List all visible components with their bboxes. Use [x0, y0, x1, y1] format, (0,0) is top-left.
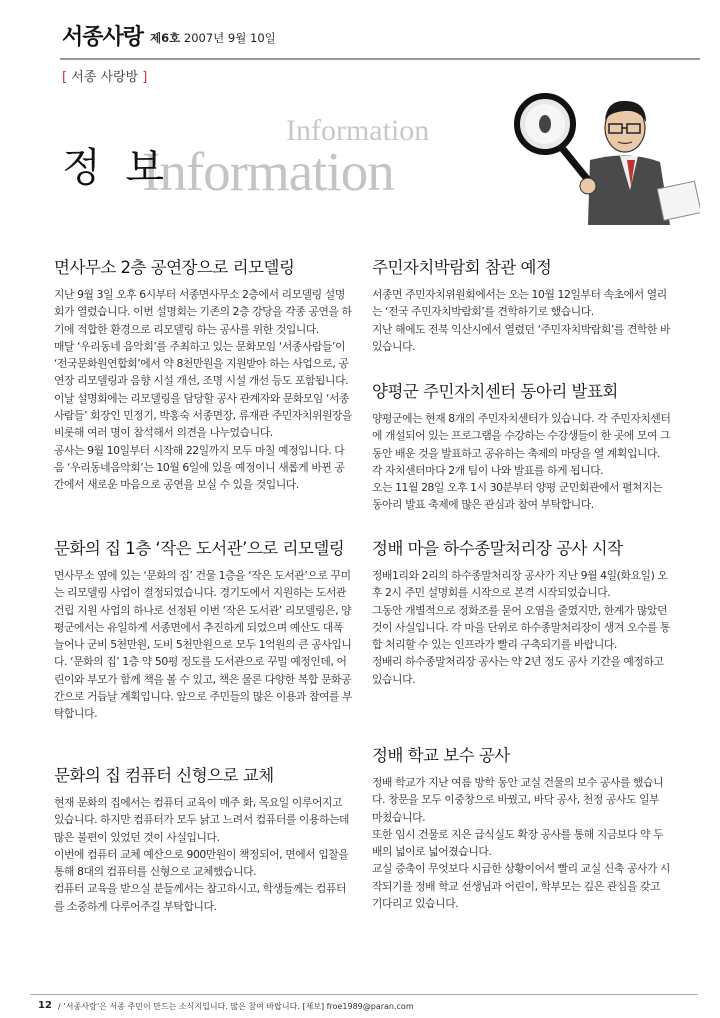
article-paragraph: 이날 설명회에는 리모델링을 담당할 공사 관계자와 문화모임 ‘서종사람들’ 회장인 민정기, 박홍숙 서종면장, 류재관 주민자치위원장을 비롯해 여러 명이 참석해서 의견을 나누었습니다. — [54, 391, 353, 440]
left-column-2 — [54, 535, 354, 723]
footer-divider — [30, 994, 698, 995]
article-title: 문화의 집 1층 ‘작은 도서관’으로 리모델링 — [54, 539, 345, 558]
article-paragraph: 이번에 컴퓨터 교체 예산으로 900만원이 책정되어, 면에서 입찰을 통해 8대의 컴퓨터를 신형으로 교체했습니다. — [54, 847, 349, 879]
article-paragraph: 컴퓨터 교육을 받으실 분들께서는 참고하시고, 학생들께는 컴퓨터를 소중하게 다루어주길 부탁합니다. — [54, 882, 347, 913]
article-autonomy-expo — [372, 254, 672, 355]
issue-date: 2007년 9월 10일 — [183, 31, 276, 45]
magnifying-glass-icon — [517, 96, 592, 185]
hero-title-en-small: Information — [286, 114, 430, 147]
section-bracket-close: ] — [142, 70, 148, 85]
section-label: 서종 사랑방 — [71, 70, 139, 85]
article-small-library — [54, 535, 354, 723]
footer-note: / ‘서종사랑’은 서종 주민이 만드는 소식지입니다. 많은 참여 바랍니다. [제보] froe1989@paran.com — [58, 1002, 414, 1011]
section-tag — [62, 66, 147, 85]
page-number: 12 — [38, 1000, 52, 1011]
article-paragraph: 정배 학교가 지난 여름 방학 동안 교실 건물의 보수 공사를 했습니다. 창문을 모두 이중창으로 바꿨고, 바닥 공사, 천정 공사도 일부 마쳤습니다. — [372, 776, 664, 824]
article-paragraph: 매달 ‘우리동네 음악회’를 주최하고 있는 문화모임 ‘서종사람들’이 ‘전국문화원연합회’에서 약 8천만원을 지원받아 하는 사업으로, 공연장 리모델링과 음향 시설 개선, 조명 시설 개선 등도 포함됩니다. — [54, 339, 349, 388]
article-title: 양평군 주민자치센터 동아리 발표회 — [372, 382, 618, 401]
article-paragraph: 면사무소 옆에 있는 ‘문화의 집’ 건물 1층을 ‘작은 도서관’으로 꾸미는 리모델링 사업이 결정되었습니다. 경기도에서 지원하는 도서관 건립 지원 사업의 하나로 선정된 이번 ‘작은 도서관’ 리모델링은, 양평군에서는 유일하게 서종면에서 추진하게 되었으며 예산도 대폭 늘어나 군비 5천만원, 도비 5천만원으로 모두 1억원의 큰 공사입니다. ‘문화의 집’ 1층 약 50평 정도를 도서관으로 꾸밀 예정인데, 어린이와 부모가 함께 책을 볼 수 있고, 책은 물론 다양한 복합 문화공간으로 거듭날 계획입니다. 앞으로 주민들의 많은 이용과 참여를 부탁합니다. — [54, 569, 353, 721]
article-paragraph: 현재 문화의 집에서는 컴퓨터 교육이 매주 화, 목요일 이루어지고 있습니다. 하지만 컴퓨터가 모두 낡고 느려서 컴퓨터를 이용하는데 많은 불편이 있었던 것이 사실입니다. — [54, 796, 350, 844]
issue-info — [150, 30, 276, 46]
article-paragraph: 지난 해에도 전북 익산시에서 열렸던 ‘주민자치박람회’를 견학한 바 있습니다. — [372, 322, 671, 353]
article-paragraph: 양평군에는 현재 8개의 주민자치센터가 있습니다. 각 주민자치센터에 개설되어 있는 프로그램을 수강하는 수강생들이 한 곳에 모여 그 동안 배운 것을 발표하고 공유하는 축제의 마당을 열 계획입니다. 각 자치센터마다 2개 팀이 나와 발표를 하게 됩니다. — [372, 412, 671, 477]
article-paragraph: 또한 임시 건물로 지은 급식실도 확장 공사를 통해 지금보다 약 두 배의 넓이로 넓어졌습니다. — [372, 827, 664, 859]
article-title: 정배 학교 보수 공사 — [372, 746, 510, 765]
section-bracket-open: [ — [62, 70, 68, 85]
right-column-3 — [372, 535, 672, 688]
hero-title-ko: 정 보 — [62, 145, 170, 191]
left-column-3 — [54, 762, 354, 915]
article-paragraph: 그동안 개별적으로 정화조를 묻어 오염을 줄였지만, 한계가 많았던 것이 사실입니다. 각 마을 단위로 하수종말처리장이 생겨 오수를 통합 처리할 수 있는 인프라가 빨리 구축되기를 바랍니다. — [372, 603, 671, 652]
left-column — [54, 254, 354, 494]
right-column-2 — [372, 378, 672, 514]
article-paragraph: 공사는 9월 10일부터 시작해 22일까지 모두 마칠 예정입니다. 다음 ‘우리동네음악회’는 10월 6일에 있을 예정이니 새롭게 바뀐 공간에서 새로운 마음으로 공연을 보실 수 있을 것입니다. — [54, 443, 345, 492]
article-sewage-plant — [372, 535, 672, 688]
issue-number: 제6호 — [150, 31, 181, 45]
article-computer-replacement — [54, 762, 354, 915]
article-paragraph: 오는 11월 28일 오후 1시 30분부터 양평 군민회관에서 펼쳐지는 동아리 발표 축제에 많은 관심과 참여 부탁합니다. — [372, 481, 663, 512]
magnifier-man-illustration — [510, 90, 700, 225]
right-column-4 — [372, 742, 672, 912]
article-remodeling-hall — [54, 254, 354, 494]
masthead-divider — [60, 58, 700, 60]
article-paragraph: 교실 증축이 무엇보다 시급한 상황이어서 빨리 교실 신축 공사가 시작되기를 정배 학교 선생님과 어린이, 학부모는 깊은 관심을 갖고 기다리고 있습니다. — [372, 862, 671, 911]
article-paragraph: 정배1리와 2리의 하수종말처리장 공사가 지난 9월 4일(화요일) 오후 2시 주민 설명회를 시작으로 본격 시작되었습니다. — [372, 569, 668, 600]
right-column — [372, 254, 672, 355]
hero-title-en-large: Information — [142, 141, 394, 202]
article-paragraph: 정배리 하수종말처리장 공사는 약 2년 정도 공사 기간을 예정하고 있습니다. — [372, 655, 664, 686]
article-title: 정배 마을 하수종말처리장 공사 시작 — [372, 539, 623, 558]
masthead-title: 서종사랑 — [62, 25, 144, 50]
article-title: 문화의 집 컴퓨터 신형으로 교체 — [54, 766, 274, 785]
man-figure-icon — [588, 101, 700, 225]
article-title: 면사무소 2층 공연장으로 리모델링 — [54, 258, 295, 277]
article-paragraph: 서종면 주민자치위원회에서는 오는 10월 12일부터 속초에서 열리는 ‘전국 주민자치박람회’를 견학하기로 했습니다. — [372, 288, 667, 319]
article-paragraph: 지난 9월 3일 오후 6시부터 서종면사무소 2층에서 리모델링 설명회가 열렸습니다. 이번 설명회는 기존의 2층 강당을 각종 공연을 하기에 적합한 환경으로 리모델링 하는 공사를 위한 것입니다. — [54, 288, 352, 336]
article-title: 주민자치박람회 참관 예정 — [372, 258, 552, 277]
article-school-repair — [372, 742, 672, 912]
article-club-presentation — [372, 378, 672, 514]
